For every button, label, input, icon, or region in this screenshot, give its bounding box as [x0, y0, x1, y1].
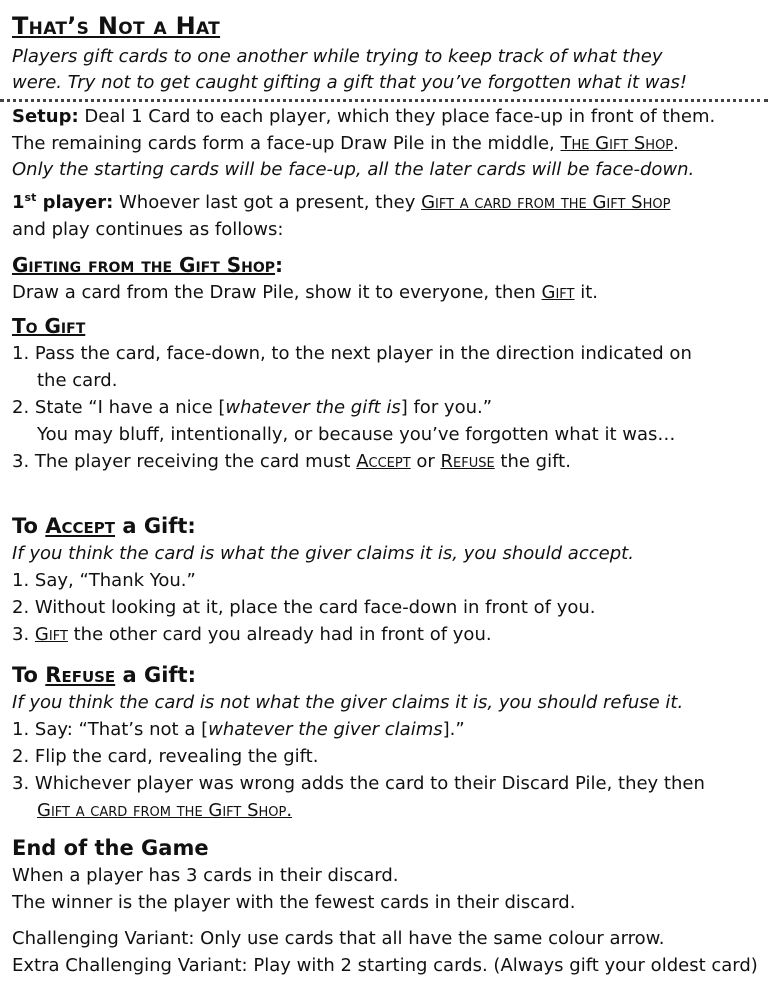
setup-line-1	[12, 104, 762, 130]
setup-text-2-end: .	[673, 133, 679, 154]
end-line-1: When a player has 3 cards in their discard.	[12, 865, 399, 886]
section-divider	[0, 99, 768, 102]
end-line-2: The winner is the player with the fewest cards in their discard.	[12, 892, 576, 913]
refuse-step-3: 3. Whichever player was wrong adds the card to their Discard Pile, they then	[12, 773, 705, 794]
gift-term: Gift	[541, 282, 575, 303]
to-gift-step-1: 1. Pass the card, face-down, to the next player in the direction indicated on	[12, 343, 692, 364]
refuse-heading: To Refuse a Gift:	[12, 663, 196, 687]
refuse-step-3-cont: Gift a card from the Gift Shop.	[37, 800, 293, 821]
refuse-term: Refuse	[440, 451, 495, 472]
to-gift-step-1-cont: the card.	[37, 370, 118, 391]
to-gift-step-2: 2. State “I have a nice [whatever the gift is] for you.”	[12, 397, 493, 418]
page-title: That’s Not a Hat	[12, 12, 221, 40]
first-player-line-2: and play continues as follows:	[12, 219, 284, 240]
refuse-italic: If you think the card is not what the giver claims it is, you should refuse it.	[12, 692, 684, 713]
accept-heading: To Accept a Gift:	[12, 514, 196, 538]
refuse-step-2: 2. Flip the card, revealing the gift.	[12, 746, 319, 767]
gift-from-shop-term: Gift a card from the Gift Shop	[421, 192, 671, 213]
setup-line-3: Only the starting cards will be face-up, all the later cards will be face-down.	[12, 159, 695, 180]
gifting-text: Draw a card from the Draw Pile, show it to everyone, then Gift it.	[12, 282, 599, 303]
setup-text-1: Deal 1 Card to each player, which they place face-up in front of them.	[78, 106, 716, 127]
intro-line-1: Players gift cards to one another while trying to keep track of what they	[12, 46, 663, 67]
first-player-label: 1st player:	[12, 191, 114, 213]
intro-line-2: were. Try not to get caught gifting a gift that you’ve forgotten what it was!	[12, 72, 688, 93]
accept-step-2: 2. Without looking at it, place the card face-down in front of you.	[12, 597, 596, 618]
accept-step-3: 3. Gift the other card you already had in front of you.	[12, 624, 492, 645]
variant-1: Challenging Variant: Only use cards that all have the same colour arrow.	[12, 928, 665, 949]
accept-step-1: 1. Say, “Thank You.”	[12, 570, 196, 591]
variant-2: Extra Challenging Variant: Play with 2 starting cards. (Always gift your oldest card)	[12, 955, 758, 976]
setup-label: Setup:	[12, 106, 79, 127]
to-gift-heading: To Gift	[12, 314, 86, 338]
accept-italic: If you think the card is what the giver claims it is, you should accept.	[12, 543, 634, 564]
refuse-step-1: 1. Say: “That’s not a [whatever the giver claims].”	[12, 719, 465, 740]
accept-term: Accept	[356, 451, 411, 472]
to-gift-step-2-cont: You may bluff, intentionally, or because you’ve forgotten what it was…	[37, 424, 676, 445]
first-player-text: Whoever last got a present, they	[113, 192, 422, 213]
setup-line-2	[12, 131, 762, 157]
setup-text-2: The remaining cards form a face-up Draw Pile in the middle,	[12, 133, 561, 154]
to-gift-step-3: 3. The player receiving the card must Accept or Refuse the gift.	[12, 451, 571, 472]
gift-shop-term: The Gift Shop	[560, 133, 674, 154]
gifting-heading: Gifting from the Gift Shop:	[12, 253, 284, 277]
end-heading: End of the Game	[12, 836, 209, 860]
first-player-line-1	[12, 190, 762, 216]
